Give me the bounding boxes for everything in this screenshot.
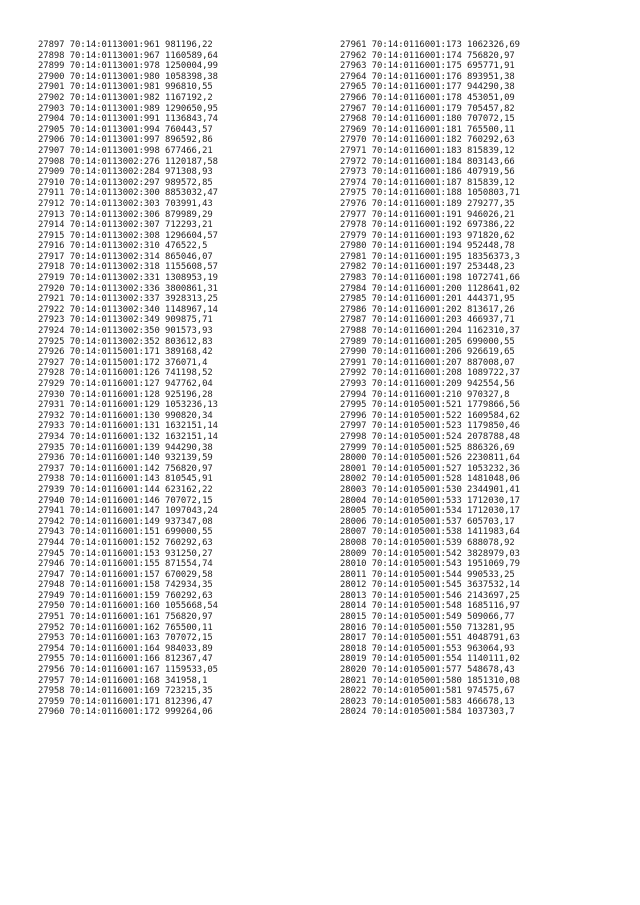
data-row: 27997 70:14:0105001:523 1179850,46 bbox=[340, 421, 520, 432]
data-row: 28014 70:14:0105001:548 1685116,97 bbox=[340, 601, 520, 612]
data-row: 28010 70:14:0105001:543 1951069,79 bbox=[340, 559, 520, 570]
data-row: 27926 70:14:0115001:171 389168,42 bbox=[38, 347, 213, 358]
data-row: 27954 70:14:0116001:164 984033,89 bbox=[38, 643, 213, 654]
data-row: 27984 70:14:0116001:200 1128641,02 bbox=[340, 283, 520, 294]
data-row: 28019 70:14:0105001:554 1140111,02 bbox=[340, 654, 520, 665]
data-row: 27935 70:14:0116001:139 944290,38 bbox=[38, 442, 213, 453]
data-row: 27989 70:14:0116001:205 699000,55 bbox=[340, 336, 515, 347]
data-row: 27940 70:14:0116001:146 707072,15 bbox=[38, 495, 213, 506]
data-row: 28005 70:14:0105001:534 1712030,17 bbox=[340, 506, 520, 517]
data-row: 27919 70:14:0113002:331 1308953,19 bbox=[38, 273, 218, 284]
data-row: 28013 70:14:0105001:546 2143697,25 bbox=[340, 590, 520, 601]
data-row: 27978 70:14:0116001:192 697386,22 bbox=[340, 220, 515, 231]
data-row: 28000 70:14:0105001:526 2230811,64 bbox=[340, 453, 520, 464]
data-row: 27939 70:14:0116001:144 623162,22 bbox=[38, 484, 213, 495]
data-row: 28011 70:14:0105001:544 990533,25 bbox=[340, 569, 515, 580]
data-row: 27950 70:14:0116001:160 1055668,54 bbox=[38, 601, 218, 612]
data-row: 27941 70:14:0116001:147 1097043,24 bbox=[38, 506, 218, 517]
data-row: 27943 70:14:0116001:151 699000,55 bbox=[38, 527, 213, 538]
data-row: 27994 70:14:0116001:210 970327,8 bbox=[340, 389, 510, 400]
data-row: 27977 70:14:0116001:191 946026,21 bbox=[340, 209, 515, 220]
data-row: 28004 70:14:0105001:533 1712030,17 bbox=[340, 495, 520, 506]
data-row: 27912 70:14:0113002:303 703991,43 bbox=[38, 198, 213, 209]
data-row: 27910 70:14:0113002:297 989572,85 bbox=[38, 177, 213, 188]
data-row: 27952 70:14:0116001:162 765500,11 bbox=[38, 622, 213, 633]
data-row: 27996 70:14:0105001:522 1609584,62 bbox=[340, 410, 520, 421]
data-row: 27957 70:14:0116001:168 341958,1 bbox=[38, 675, 208, 686]
data-row: 27936 70:14:0116001:140 932139,59 bbox=[38, 453, 213, 464]
data-row: 27953 70:14:0116001:163 707072,15 bbox=[38, 633, 213, 644]
data-row: 27966 70:14:0116001:178 453051,09 bbox=[340, 92, 515, 103]
data-row: 27942 70:14:0116001:149 937347,08 bbox=[38, 516, 213, 527]
data-row: 27985 70:14:0116001:201 444371,95 bbox=[340, 294, 515, 305]
data-row: 27911 70:14:0113002:300 8853032,47 bbox=[38, 188, 218, 199]
data-row: 27975 70:14:0116001:188 1050803,71 bbox=[340, 188, 520, 199]
data-row: 27901 70:14:0113001:981 996810,55 bbox=[38, 82, 213, 93]
data-row: 27938 70:14:0116001:143 810545,91 bbox=[38, 474, 213, 485]
data-row: 27897 70:14:0113001:961 981196,22 bbox=[38, 40, 213, 50]
data-row: 27915 70:14:0113002:308 1296604,57 bbox=[38, 230, 218, 241]
data-row: 28008 70:14:0105001:539 688078,92 bbox=[340, 537, 515, 548]
data-row: 28007 70:14:0105001:538 1411983,64 bbox=[340, 527, 520, 538]
data-row: 27999 70:14:0105001:525 886326,69 bbox=[340, 442, 515, 453]
data-row: 28021 70:14:0105001:580 1851310,08 bbox=[340, 675, 520, 686]
data-row: 27973 70:14:0116001:186 407919,56 bbox=[340, 167, 515, 178]
data-row: 27991 70:14:0116001:207 887008,07 bbox=[340, 357, 515, 368]
data-row: 28016 70:14:0105001:550 713281,95 bbox=[340, 622, 515, 633]
data-row: 27972 70:14:0116001:184 803143,66 bbox=[340, 156, 515, 167]
data-row: 28024 70:14:0105001:584 1037303,7 bbox=[340, 707, 515, 718]
data-row: 28018 70:14:0105001:553 963064,93 bbox=[340, 643, 515, 654]
data-row: 27898 70:14:0113001:967 1160589,64 bbox=[38, 50, 218, 61]
data-row: 27928 70:14:0116001:126 741198,52 bbox=[38, 368, 213, 379]
data-row: 27964 70:14:0116001:176 893951,38 bbox=[340, 71, 515, 82]
data-row: 27909 70:14:0113002:284 971308,93 bbox=[38, 167, 213, 178]
data-row: 27956 70:14:0116001:167 1159533,05 bbox=[38, 665, 218, 676]
data-row: 28022 70:14:0105001:581 974575,67 bbox=[340, 686, 515, 697]
data-row: 27993 70:14:0116001:209 942554,56 bbox=[340, 379, 515, 389]
data-row: 27983 70:14:0116001:198 1072741,66 bbox=[340, 273, 520, 284]
data-row: 27965 70:14:0116001:177 944290,38 bbox=[340, 82, 515, 93]
data-row: 27899 70:14:0113001:978 1250004,99 bbox=[38, 61, 218, 72]
data-row: 27903 70:14:0113001:989 1290650,95 bbox=[38, 103, 218, 114]
data-row: 27995 70:14:0105001:521 1779866,56 bbox=[340, 400, 520, 411]
data-row: 28001 70:14:0105001:527 1053232,36 bbox=[340, 463, 520, 474]
data-row: 27932 70:14:0116001:130 990820,34 bbox=[38, 410, 213, 421]
data-row: 27959 70:14:0116001:171 812396,47 bbox=[38, 696, 213, 707]
data-row: 27986 70:14:0116001:202 813617,26 bbox=[340, 304, 515, 315]
data-row: 27955 70:14:0116001:166 812367,47 bbox=[38, 654, 213, 665]
data-row: 27971 70:14:0116001:183 815839,12 bbox=[340, 145, 515, 156]
data-row: 27968 70:14:0116001:180 707072,15 bbox=[340, 114, 515, 125]
data-row: 27990 70:14:0116001:206 926619,65 bbox=[340, 347, 515, 358]
data-row: 27961 70:14:0116001:173 1062326,69 bbox=[340, 40, 520, 50]
data-row: 27988 70:14:0116001:204 1162310,37 bbox=[340, 326, 520, 337]
data-row: 27906 70:14:0113001:997 896592,86 bbox=[38, 135, 213, 146]
data-row: 27946 70:14:0116001:155 871554,74 bbox=[38, 559, 213, 570]
data-row: 27980 70:14:0116001:194 952448,78 bbox=[340, 241, 515, 252]
data-row: 27945 70:14:0116001:153 931250,27 bbox=[38, 548, 213, 559]
data-row: 28023 70:14:0105001:583 466678,13 bbox=[340, 696, 515, 707]
data-row: 27905 70:14:0113001:994 760443,57 bbox=[38, 124, 213, 135]
data-row: 27998 70:14:0105001:524 2078788,48 bbox=[340, 431, 520, 442]
data-row: 28002 70:14:0105001:528 1481048,06 bbox=[340, 474, 520, 485]
data-row: 27924 70:14:0113002:350 901573,93 bbox=[38, 326, 213, 337]
data-row: 27944 70:14:0116001:152 760292,63 bbox=[38, 537, 213, 548]
data-row: 27908 70:14:0113002:276 1120187,58 bbox=[38, 156, 218, 167]
data-row: 27937 70:14:0116001:142 756820,97 bbox=[38, 463, 213, 474]
data-row: 28020 70:14:0105001:577 548678,43 bbox=[340, 665, 515, 676]
data-row: 27904 70:14:0113001:991 1136843,74 bbox=[38, 114, 218, 125]
data-row: 27934 70:14:0116001:132 1632151,14 bbox=[38, 431, 218, 442]
data-row: 27921 70:14:0113002:337 3928313,25 bbox=[38, 294, 218, 305]
data-row: 28009 70:14:0105001:542 3828979,03 bbox=[340, 548, 520, 559]
data-row: 27960 70:14:0116001:172 999264,06 bbox=[38, 707, 213, 718]
data-row: 27920 70:14:0113002:336 3800861,31 bbox=[38, 283, 218, 294]
data-row: 28003 70:14:0105001:530 2344901,41 bbox=[340, 484, 520, 495]
data-row: 27958 70:14:0116001:169 723215,35 bbox=[38, 686, 213, 697]
data-row: 27976 70:14:0116001:189 279277,35 bbox=[340, 198, 515, 209]
data-row: 27900 70:14:0113001:980 1058398,38 bbox=[38, 71, 218, 82]
data-row: 27967 70:14:0116001:179 705457,82 bbox=[340, 103, 515, 114]
data-row: 27931 70:14:0116001:129 1053236,13 bbox=[38, 400, 218, 411]
data-row: 27948 70:14:0116001:158 742934,35 bbox=[38, 580, 213, 591]
data-row: 27949 70:14:0116001:159 760292,63 bbox=[38, 590, 213, 601]
data-row: 27916 70:14:0113002:310 476522,5 bbox=[38, 241, 208, 252]
data-row: 27992 70:14:0116001:208 1089722,37 bbox=[340, 368, 520, 379]
data-row: 27951 70:14:0116001:161 756820,97 bbox=[38, 612, 213, 623]
data-row: 27907 70:14:0113001:998 677466,21 bbox=[38, 145, 213, 156]
data-row: 27933 70:14:0116001:131 1632151,14 bbox=[38, 421, 218, 432]
left-data-column bbox=[38, 40, 218, 718]
data-row: 28017 70:14:0105001:551 4048791,63 bbox=[340, 633, 520, 644]
data-row: 27923 70:14:0113002:349 909875,71 bbox=[38, 315, 213, 326]
data-row: 27914 70:14:0113002:307 712293,21 bbox=[38, 220, 213, 231]
data-row: 27930 70:14:0116001:128 925196,28 bbox=[38, 389, 213, 400]
data-row: 27979 70:14:0116001:193 971820,62 bbox=[340, 230, 515, 241]
data-row: 28012 70:14:0105001:545 3637532,14 bbox=[340, 580, 520, 591]
data-row: 27982 70:14:0116001:197 253448,23 bbox=[340, 262, 515, 273]
data-row: 27970 70:14:0116001:182 760292,63 bbox=[340, 135, 515, 146]
data-row: 27987 70:14:0116001:203 466937,71 bbox=[340, 315, 515, 326]
data-row: 27969 70:14:0116001:181 765500,11 bbox=[340, 124, 515, 135]
data-row: 27925 70:14:0113002:352 803612,83 bbox=[38, 336, 213, 347]
data-row: 27918 70:14:0113002:318 1155608,57 bbox=[38, 262, 218, 273]
data-row: 27929 70:14:0116001:127 947762,04 bbox=[38, 379, 213, 389]
data-row: 27974 70:14:0116001:187 815839,12 bbox=[340, 177, 515, 188]
data-row: 27947 70:14:0116001:157 670029,58 bbox=[38, 569, 213, 580]
data-row: 27902 70:14:0113001:982 1167192,2 bbox=[38, 92, 213, 103]
data-row: 27913 70:14:0113002:306 879989,29 bbox=[38, 209, 213, 220]
data-row: 27963 70:14:0116001:175 695771,91 bbox=[340, 61, 515, 72]
data-row: 27981 70:14:0116001:195 18356373,3 bbox=[340, 251, 520, 262]
data-row: 27917 70:14:0113002:314 865046,07 bbox=[38, 251, 213, 262]
data-row: 27927 70:14:0115001:172 376071,4 bbox=[38, 357, 208, 368]
data-row: 28006 70:14:0105001:537 605703,17 bbox=[340, 516, 515, 527]
data-row: 27962 70:14:0116001:174 756820,97 bbox=[340, 50, 515, 61]
right-data-column bbox=[340, 40, 520, 718]
data-row: 28015 70:14:0105001:549 509066,77 bbox=[340, 612, 515, 623]
data-row: 27922 70:14:0113002:340 1148967,14 bbox=[38, 304, 218, 315]
